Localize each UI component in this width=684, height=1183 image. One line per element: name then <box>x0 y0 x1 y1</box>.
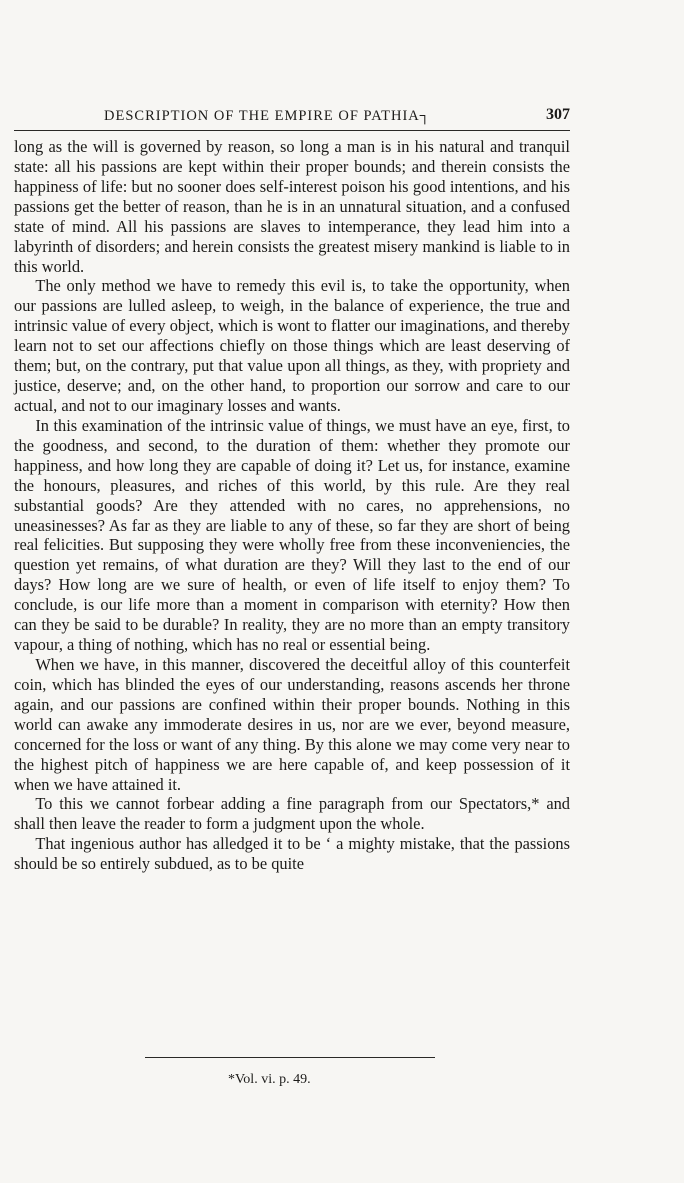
footnote: *Vol. vi. p. 49. <box>228 1072 311 1087</box>
paragraph: long as the will is governed by reason, so long a man is in his natural and tranquil state: all his passions are kept within their proper bounds; and therein consists the happiness of life: but no sooner does self-interest poison his good intentions, and his passions get the better of reason, than he is in an unnatural situation, and a confused state of mind. All his passions are slaves to intemperance, they lead him into a labyrinth of disorders; and herein consists the greatest misery mankind is liable to in this world. <box>14 137 570 276</box>
paragraph: The only method we have to remedy this evil is, to take the opportunity, when our passions are lulled asleep, to weigh, in the balance of experience, the true and intrinsic value of every object, which is wont to flatter our imaginations, and thereby learn not to set our affections chiefly on those things which are least deserving of them; but, on the contrary, put that value upon all things, as they, with propriety and justice, deserve; and, on the other hand, to proportion our sorrow and care to our actual, and not to our imaginary losses and wants. <box>14 276 570 415</box>
paragraph: To this we cannot forbear adding a fine paragraph from our Spectators,* and shall then leave the reader to form a judgment upon the whole. <box>14 794 570 834</box>
page-number: 307 <box>546 106 570 123</box>
body-text <box>14 137 570 874</box>
paragraph: That ingenious author has alledged it to be ‘ a mighty mistake, that the passions should be so entirely subdued, as to be quite <box>14 834 570 874</box>
page-header <box>14 103 570 129</box>
running-head: DESCRIPTION OF THE EMPIRE OF PATHIA┐ <box>104 108 432 124</box>
paragraph: When we have, in this manner, discovered the deceitful alloy of this counterfeit coin, which has blinded the eyes of our understanding, reasons ascends her throne again, and our passions are confined within their proper bounds. Nothing in this world can awake any immoderate desires in us, nor are we ever, beyond measure, concerned for the loss or want of any thing. By this alone we may come very near to the highest pitch of happiness we are here capable of, and keep possession of it when we have attained it. <box>14 654 570 794</box>
footnote-rule <box>145 1057 435 1058</box>
paragraph: In this examination of the intrinsic value of things, we must have an eye, first, to the goodness, and second, to the duration of them: whether they promote our happiness, and how long they are capable of doing it? Let us, for instance, examine the honours, pleasures, and riches of this world, by this rule. Are they real substantial goods? Are they attended with no cares, no apprehensions, no uneasinesses? As far as they are liable to any of these, so far they are short of being real felicities. But supposing they were wholly free from these inconveniencies, the question yet remains, of what duration are they? Will they last to the end of our days? How long are we sure of health, or even of life itself to enjoy them? To conclude, is our life more than a moment in comparison with eternity? How then can they be said to be durable? In reality, they are no more than an empty transitory vapour, a thing of nothing, which has no real or essential being. <box>14 415 570 655</box>
header-rule <box>14 130 570 131</box>
